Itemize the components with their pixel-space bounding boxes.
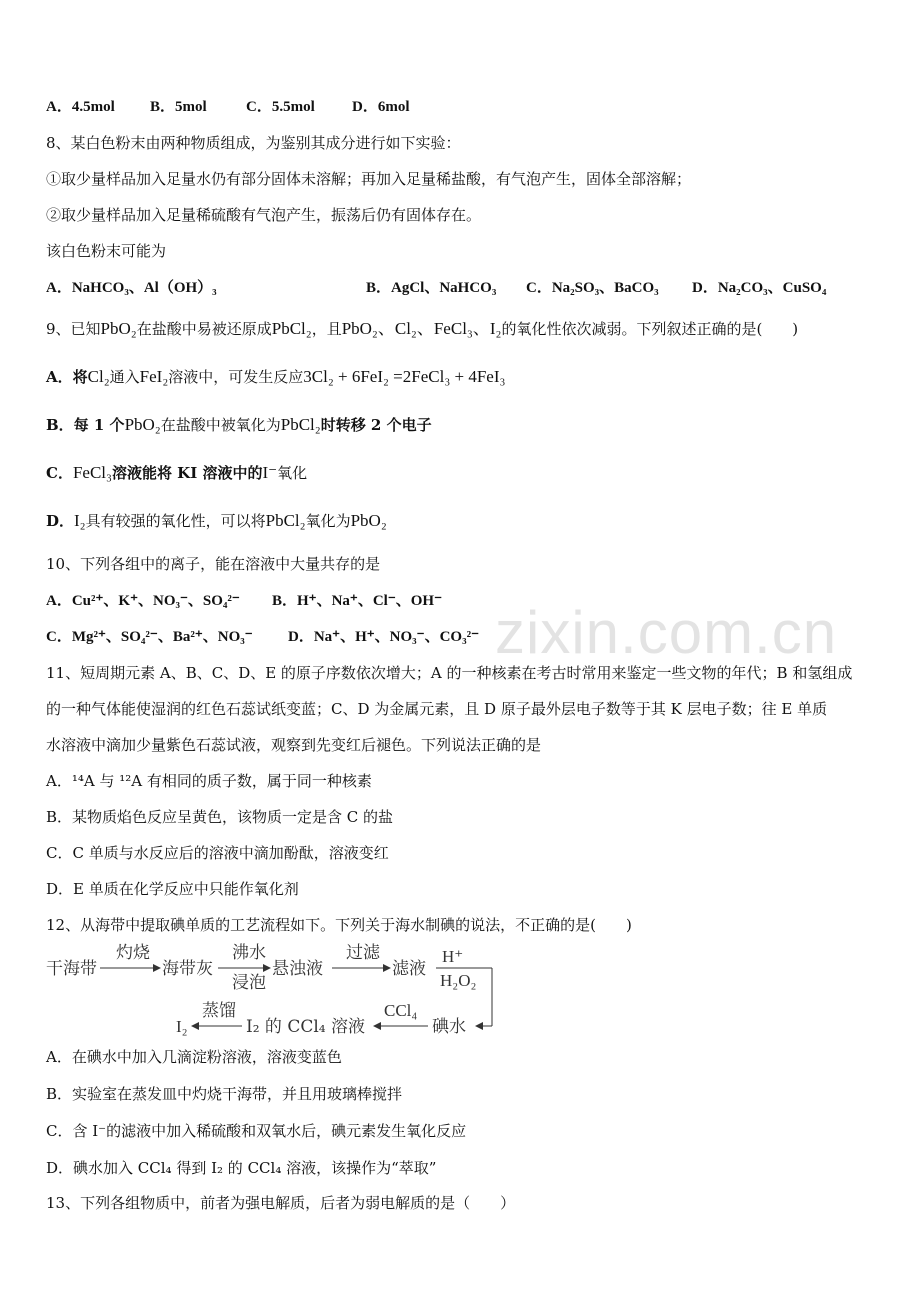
flow-node-filtrate: 滤液 (392, 959, 426, 979)
flow-node-iodine: I₂ (176, 1017, 188, 1036)
flow-node-dry-kelp: 干海带 (46, 959, 97, 979)
q11-option-b: B．某物质焰色反应呈黄色，该物质一定是含 C 的盐 (46, 808, 394, 826)
q11-stem-line-3: 水溶液中滴加少量紫色石蕊试液，观察到先变红后褪色。下列说法正确的是 (46, 736, 542, 754)
q8-option-b: B．AgCl、NaHCO₃ (366, 280, 497, 296)
q9-stem-pre: 9、已知 (46, 320, 101, 338)
q7-option-d: D．6mol (352, 99, 410, 115)
q7-option-a: A．4.5mol (46, 99, 115, 115)
flow-edge-h2o2: H₂O₂ (440, 971, 477, 990)
flow-edge-burn: 灼烧 (116, 943, 150, 963)
q9-c-fecl3: FeCl₃ (72, 463, 112, 482)
q11-option-c: C．C 单质与水反应后的溶液中滴加酚酞，溶液变红 (46, 844, 389, 862)
q10-option-c: C．Mg²⁺、SO₄²⁻、Ba²⁺、NO₃⁻ (46, 629, 253, 645)
q9-a-mid1: 通入 (109, 368, 140, 386)
flow-edge-distill: 蒸馏 (202, 1001, 236, 1021)
q9-d-i2: I₂ (74, 511, 86, 530)
q12-flow-diagram (40, 938, 500, 1044)
q10-option-d: D．Na⁺、H⁺、NO₃⁻、CO₃²⁻ (288, 629, 479, 645)
q9-option-b (46, 414, 432, 436)
q9-c-mid: 溶液能将 KI 溶液中的 (111, 464, 263, 482)
q7-option-c: C．5.5mol (246, 99, 315, 115)
flow-edge-h-plus: H⁺ (442, 947, 464, 966)
q11-stem-line-1: 11、短周期元素 A、B、C、D、E 的原子序数依次增大；A 的一种核素在考古时常用来鉴定一些文物的年代；B 和氢组成 (46, 664, 853, 682)
flow-edge-ccl4: CCl₄ (384, 1001, 418, 1020)
q9-stem-post: 的氧化性依次减弱。下列叙述正确的是( ) (501, 320, 799, 338)
q11-stem-line-2: 的一种气体能使湿润的红色石蕊试纸变蓝；C、D 为金属元素，且 D 原子最外层电子数等于其 K 层电子数；往 E 单质 (46, 700, 828, 718)
q9-d-pbcl2: PbCl₂ (265, 511, 306, 530)
watermark: zixin.com.cn (495, 599, 838, 666)
q9-a-cl2: Cl₂ (87, 367, 110, 386)
q12-option-b: B．实验室在蒸发皿中灼烧干海带，并且用玻璃棒搅拌 (46, 1085, 403, 1103)
q9-stem-mid1: 在盐酸中易被还原成 (136, 320, 272, 338)
q9-b-pbo2: PbO₂ (124, 415, 161, 434)
flow-edge-filter: 过滤 (346, 943, 380, 963)
q8-stem: 8、某白色粉末由两种物质组成，为鉴别其成分进行如下实验： (46, 134, 461, 152)
flow-edge-boil: 沸水 (232, 943, 266, 963)
flow-node-i2-ccl4: I₂ 的 CCl₄ 溶液 (246, 1017, 366, 1037)
q12-option-a: A．在碘水中加入几滴淀粉溶液，溶液变蓝色 (46, 1048, 342, 1066)
q8-option-c: C．Na₂SO₃、BaCO₃ (526, 280, 659, 296)
q9-a-mid2: 溶液中，可发生反应 (168, 368, 304, 386)
q9-b-pbcl2: PbCl₂ (280, 415, 321, 434)
q9-pbo2: PbO₂ (100, 319, 137, 338)
q8-option-a: A．NaHCO₃、Al（OH）₃ (46, 280, 217, 296)
q9-option-a (46, 366, 505, 388)
q9-d-pre: D． (46, 512, 75, 530)
q12-option-d: D．碘水加入 CCl₄ 得到 I₂ 的 CCl₄ 溶液，该操作为“萃取” (46, 1159, 437, 1177)
q9-c-post: 氧化 (277, 464, 308, 482)
q11-option-d: D．E 单质在化学反应中只能作氧化剂 (46, 880, 299, 898)
q11-option-a: A．¹⁴A 与 ¹²A 有相同的质子数，属于同一种核素 (46, 772, 372, 790)
q12-option-c: C．含 I⁻的滤液中加入稀硫酸和双氧水后，碘元素发生氧化反应 (46, 1122, 467, 1140)
q10-option-a: A．Cu²⁺、K⁺、NO₃⁻、SO₄²⁻ (46, 593, 240, 609)
q9-option-c (46, 462, 307, 484)
q10-option-b: B．H⁺、Na⁺、Cl⁻、OH⁻ (272, 593, 443, 609)
q9-a-fei2: FeI₂ (139, 367, 169, 386)
q9-b-pre: B．每 1 个 (46, 416, 125, 434)
q9-pbcl2: PbCl₂ (271, 319, 312, 338)
q9-a-pre: A．将 (46, 368, 88, 386)
q9-stem (46, 318, 798, 340)
q9-d-mid: 具有较强的氧化性，可以将 (85, 512, 266, 530)
q9-d-mid2: 氧化为 (305, 512, 351, 530)
flow-node-iodine-water: 碘水 (432, 1017, 466, 1037)
q9-b-mid: 在盐酸中被氧化为 (160, 416, 281, 434)
q13-stem: 13、下列各组物质中，前者为强电解质，后者为弱电解质的是（ ） (46, 1194, 516, 1212)
q12-stem: 12、从海带中提取碘单质的工艺流程如下。下列关于海水制碘的说法，不正确的是( ) (46, 916, 632, 934)
q8-step-2: ②取少量样品加入足量稀硫酸有气泡产生，振荡后仍有固体存在。 (46, 206, 482, 224)
flow-node-kelp-ash: 海带灰 (162, 959, 213, 979)
flow-node-suspension: 悬浊液 (272, 959, 323, 979)
q9-b-post: 时转移 2 个电子 (320, 416, 432, 434)
q9-a-equation: 3Cl₂ + 6FeI₂ =2FeCl₃ + 4FeI₃ (303, 367, 506, 386)
q9-c-pre: C． (46, 464, 73, 482)
q9-d-pbo2: PbO₂ (350, 511, 387, 530)
q8-ask: 该白色粉末可能为 (46, 242, 167, 260)
q7-option-b: B．5mol (150, 99, 207, 115)
flow-edge-soak: 浸泡 (232, 973, 266, 993)
q9-stem-mid2: ，且 (311, 320, 342, 338)
q10-stem: 10、下列各组中的离子，能在溶液中大量共存的是 (46, 555, 381, 573)
q9-option-d (46, 510, 387, 532)
q9-c-ion: I⁻ (262, 463, 278, 482)
q8-step-1: ①取少量样品加入足量水仍有部分固体未溶解；再加入足量稀盐酸，有气泡产生，固体全部溶解； (46, 170, 692, 188)
q8-option-d: D．Na₂CO₃、CuSO₄ (692, 280, 827, 296)
q9-series: PbO₂、Cl₂、FeCl₃、I₂ (341, 319, 502, 338)
